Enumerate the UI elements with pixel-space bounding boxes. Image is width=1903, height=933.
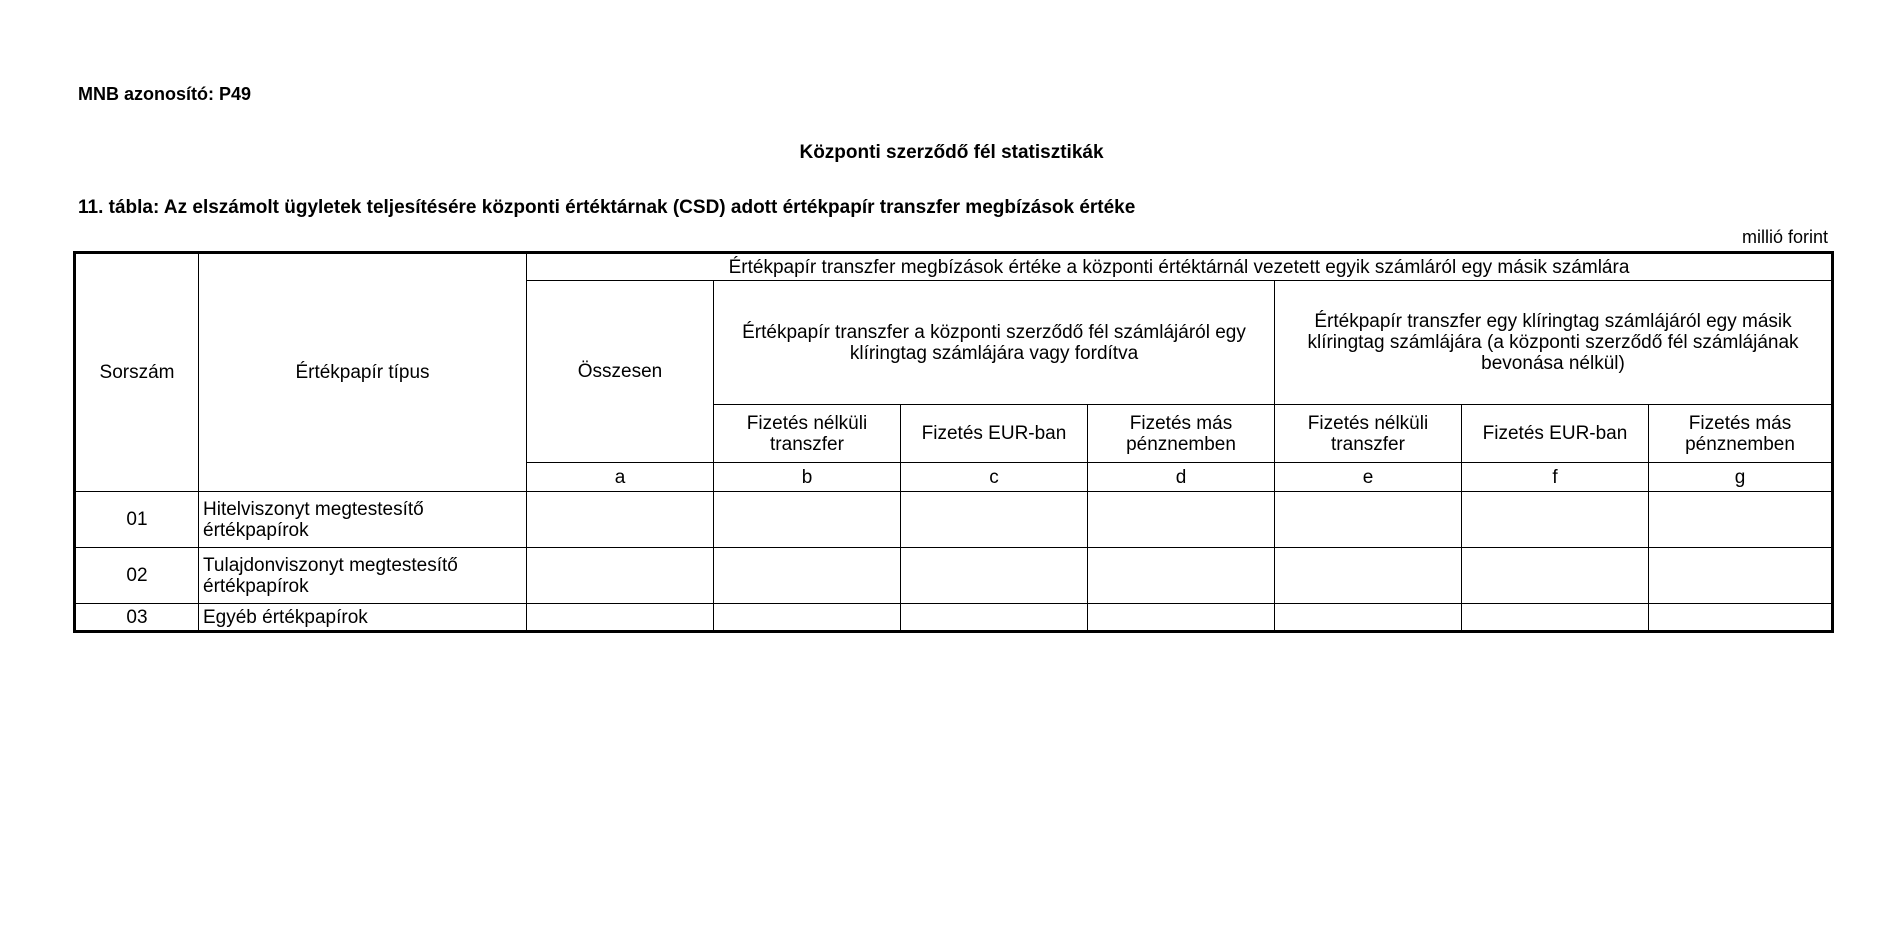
data-cell[interactable] — [1275, 548, 1462, 604]
data-cell[interactable] — [901, 492, 1088, 548]
data-cell[interactable] — [527, 548, 714, 604]
header-sub-col: Fizetés nélküli transzfer — [714, 405, 901, 463]
statistics-table — [73, 251, 1834, 633]
header-sorszam: Sorszám — [75, 253, 199, 492]
column-letter: a — [527, 463, 714, 492]
data-cell[interactable] — [1088, 604, 1275, 632]
column-letter: b — [714, 463, 901, 492]
data-cell[interactable] — [901, 548, 1088, 604]
data-cell[interactable] — [1649, 492, 1833, 548]
data-cell[interactable] — [527, 604, 714, 632]
row-number: 02 — [75, 548, 199, 604]
column-letter: c — [901, 463, 1088, 492]
data-cell[interactable] — [901, 604, 1088, 632]
data-cell[interactable] — [714, 492, 901, 548]
column-letter: e — [1275, 463, 1462, 492]
column-letter: f — [1462, 463, 1649, 492]
header-sub-col: Fizetés EUR-ban — [1462, 405, 1649, 463]
data-cell[interactable] — [1275, 492, 1462, 548]
unit-label: millió forint — [1741, 227, 1828, 247]
mnb-identifier: MNB azonosító: P49 — [78, 84, 252, 104]
table-row — [75, 548, 1833, 604]
column-letter: g — [1649, 463, 1833, 492]
data-cell[interactable] — [1088, 548, 1275, 604]
data-cell[interactable] — [714, 604, 901, 632]
row-label: Tulajdonviszonyt megtestesítő értékpapírok — [199, 548, 527, 604]
data-cell[interactable] — [527, 492, 714, 548]
data-cell[interactable] — [1649, 604, 1833, 632]
header-member-group: Értékpapír transzfer egy klíringtag számlájáról egy másik klíringtag számlájára (a központi szerződő fél számlájának bevonása nélkül) — [1275, 281, 1833, 405]
header-sub-col: Fizetés nélküli transzfer — [1275, 405, 1462, 463]
header-main-group: Értékpapír transzfer megbízások értéke a központi értéktárnál vezetett egyik számláról egy másik számlára — [527, 253, 1833, 281]
table-row — [75, 604, 1833, 632]
table-title: 11. tábla: Az elszámolt ügyletek teljesítésére központi értéktárnak (CSD) adott értékpapír transzfer megbízások értéke — [78, 197, 1136, 218]
table-row — [75, 492, 1833, 548]
header-ccp-group: Értékpapír transzfer a központi szerződő fél számlájáról egy klíringtag számlájára vagy fordítva — [714, 281, 1275, 405]
header-sub-col: Fizetés EUR-ban — [901, 405, 1088, 463]
data-cell[interactable] — [1275, 604, 1462, 632]
header-osszesen: Összesen — [527, 281, 714, 463]
data-cell[interactable] — [1462, 604, 1649, 632]
row-label: Egyéb értékpapírok — [199, 604, 527, 632]
data-cell[interactable] — [1649, 548, 1833, 604]
column-letter: d — [1088, 463, 1275, 492]
header-sub-col: Fizetés más pénznemben — [1088, 405, 1275, 463]
header-ertekpapir-tipus: Értékpapír típus — [199, 253, 527, 492]
row-number: 03 — [75, 604, 199, 632]
data-cell[interactable] — [714, 548, 901, 604]
row-number: 01 — [75, 492, 199, 548]
document-title: Központi szerződő fél statisztikák — [799, 142, 1104, 163]
data-cell[interactable] — [1462, 492, 1649, 548]
row-label: Hitelviszonyt megtestesítő értékpapírok — [199, 492, 527, 548]
header-sub-col: Fizetés más pénznemben — [1649, 405, 1833, 463]
data-cell[interactable] — [1462, 548, 1649, 604]
data-cell[interactable] — [1088, 492, 1275, 548]
